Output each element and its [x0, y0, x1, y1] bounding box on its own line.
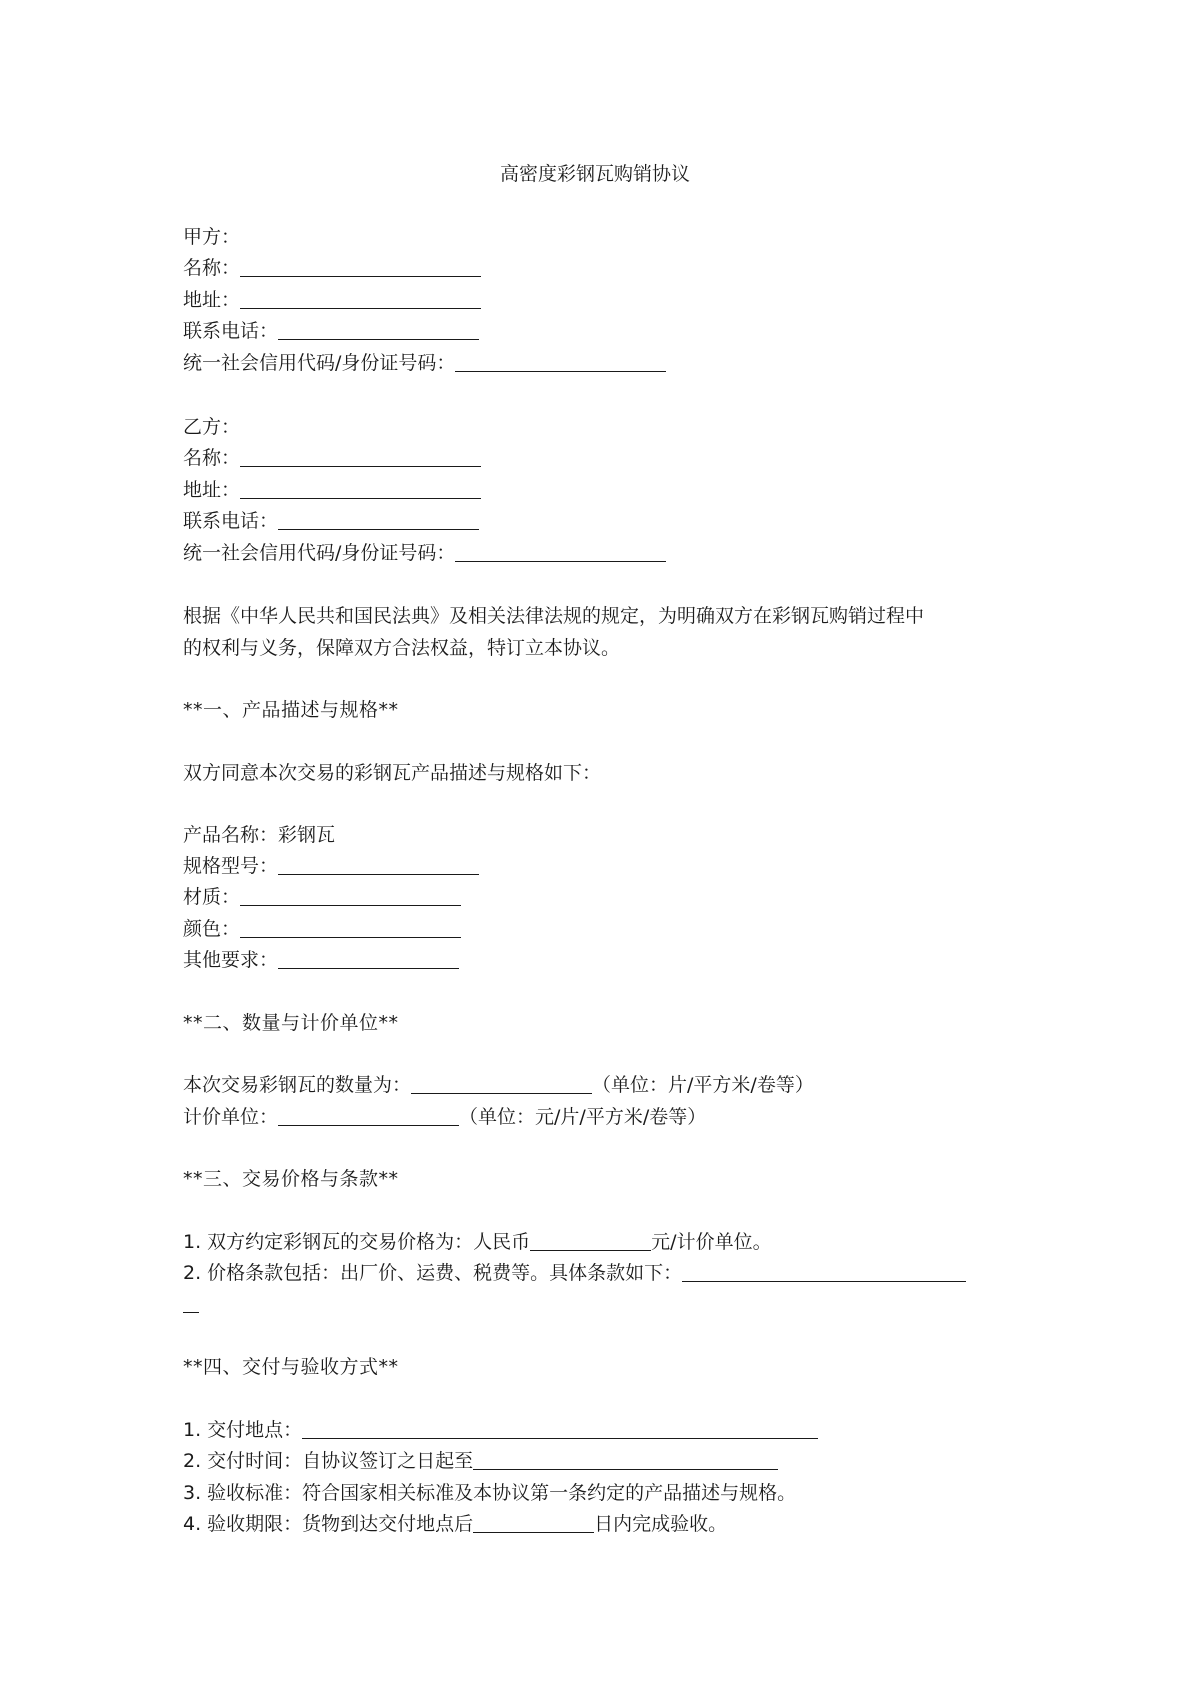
- spec-line: [183, 853, 479, 879]
- party-a-id-label: 统一社会信用代码/身份证号码：: [183, 352, 456, 374]
- delivery-location-label: 1. 交付地点：: [183, 1419, 303, 1441]
- spec-label: 规格型号：: [183, 855, 279, 877]
- party-a-address-label: 地址：: [183, 289, 241, 311]
- party-b-phone-blank[interactable]: [278, 509, 479, 530]
- party-b-name-blank[interactable]: [240, 446, 481, 467]
- quantity-label: 本次交易彩钢瓦的数量为：: [183, 1074, 412, 1096]
- party-b-name-label: 名称：: [183, 447, 241, 469]
- price-terms-blank[interactable]: [682, 1261, 966, 1282]
- quantity-blank[interactable]: [411, 1073, 592, 1094]
- party-b-id-label: 统一社会信用代码/身份证号码：: [183, 542, 456, 564]
- other-requirements-blank[interactable]: [278, 948, 459, 969]
- spec-blank[interactable]: [278, 854, 479, 875]
- material-label: 材质：: [183, 886, 241, 908]
- material-line: [183, 884, 461, 910]
- section-1-heading: **一、产品描述与规格**: [183, 699, 399, 721]
- acceptance-period-suffix: 日内完成验收。: [594, 1513, 728, 1535]
- party-a-name-label: 名称：: [183, 257, 241, 279]
- party-b-address-line: [183, 477, 481, 503]
- price-terms-line: [183, 1260, 966, 1286]
- party-b-name-line: [183, 445, 481, 471]
- preamble-line-1: 根据《中华人民共和国民法典》及相关法律法规的规定，为明确双方在彩钢瓦购销过程中: [183, 605, 925, 627]
- price-label: 1. 双方约定彩钢瓦的交易价格为：人民币: [183, 1231, 531, 1253]
- price-unit-note: 元/计价单位。: [651, 1231, 772, 1253]
- section-2-heading: **二、数量与计价单位**: [183, 1012, 399, 1034]
- party-a-name-blank[interactable]: [240, 256, 481, 277]
- price-terms-blank-continued[interactable]: [183, 1292, 199, 1313]
- product-name-line: 产品名称：彩钢瓦: [183, 824, 336, 846]
- party-b-address-label: 地址：: [183, 479, 241, 501]
- party-a-id-line: [183, 350, 666, 376]
- acceptance-period-label: 4. 验收期限：货物到达交付地点后: [183, 1513, 474, 1535]
- other-requirements-line: [183, 947, 459, 973]
- section-4-heading: **四、交付与验收方式**: [183, 1356, 399, 1378]
- color-label: 颜色：: [183, 918, 241, 940]
- quantity-unit-note: （单位：片/平方米/卷等）: [592, 1074, 814, 1096]
- pricing-unit-note: （单位：元/片/平方米/卷等）: [459, 1106, 707, 1128]
- party-a-phone-label: 联系电话：: [183, 320, 279, 342]
- acceptance-standard-line: 3. 验收标准：符合国家相关标准及本协议第一条约定的产品描述与规格。: [183, 1482, 797, 1504]
- delivery-time-blank[interactable]: [473, 1449, 778, 1470]
- pricing-unit-blank[interactable]: [278, 1105, 459, 1126]
- party-a-address-blank[interactable]: [240, 288, 481, 309]
- delivery-time-line: [183, 1448, 778, 1474]
- quantity-line: [183, 1072, 814, 1098]
- party-a-name-line: [183, 255, 481, 281]
- party-b-id-blank[interactable]: [455, 541, 666, 562]
- price-terms-label: 2. 价格条款包括：出厂价、运费、税费等。具体条款如下：: [183, 1262, 683, 1284]
- party-a-label: 甲方：: [183, 226, 241, 248]
- party-a-phone-line: [183, 318, 479, 344]
- party-b-phone-line: [183, 508, 479, 534]
- party-a-phone-blank[interactable]: [278, 319, 479, 340]
- party-b-address-blank[interactable]: [240, 478, 481, 499]
- party-a-address-line: [183, 287, 481, 313]
- party-b-phone-label: 联系电话：: [183, 510, 279, 532]
- material-blank[interactable]: [240, 885, 461, 906]
- color-line: [183, 916, 461, 942]
- price-blank[interactable]: [530, 1230, 651, 1251]
- acceptance-period-blank[interactable]: [473, 1512, 594, 1533]
- party-b-id-line: [183, 540, 666, 566]
- section-3-heading: **三、交易价格与条款**: [183, 1168, 399, 1190]
- document-title: 高密度彩钢瓦购销协议: [499, 163, 690, 185]
- preamble-line-2: 的权利与义务，保障双方合法权益，特订立本协议。: [183, 637, 621, 659]
- party-b-label: 乙方：: [183, 416, 241, 438]
- delivery-time-label: 2. 交付时间：自协议签订之日起至: [183, 1450, 474, 1472]
- other-requirements-label: 其他要求：: [183, 949, 279, 971]
- delivery-location-line: [183, 1417, 818, 1443]
- section-1-intro: 双方同意本次交易的彩钢瓦产品描述与规格如下：: [183, 762, 602, 784]
- pricing-unit-line: [183, 1104, 706, 1130]
- color-blank[interactable]: [240, 917, 461, 938]
- party-a-id-blank[interactable]: [455, 351, 666, 372]
- delivery-location-blank[interactable]: [302, 1418, 818, 1439]
- acceptance-period-line: [183, 1511, 727, 1537]
- price-line: [183, 1229, 772, 1255]
- price-terms-continuation: [183, 1291, 199, 1317]
- pricing-unit-label: 计价单位：: [183, 1106, 279, 1128]
